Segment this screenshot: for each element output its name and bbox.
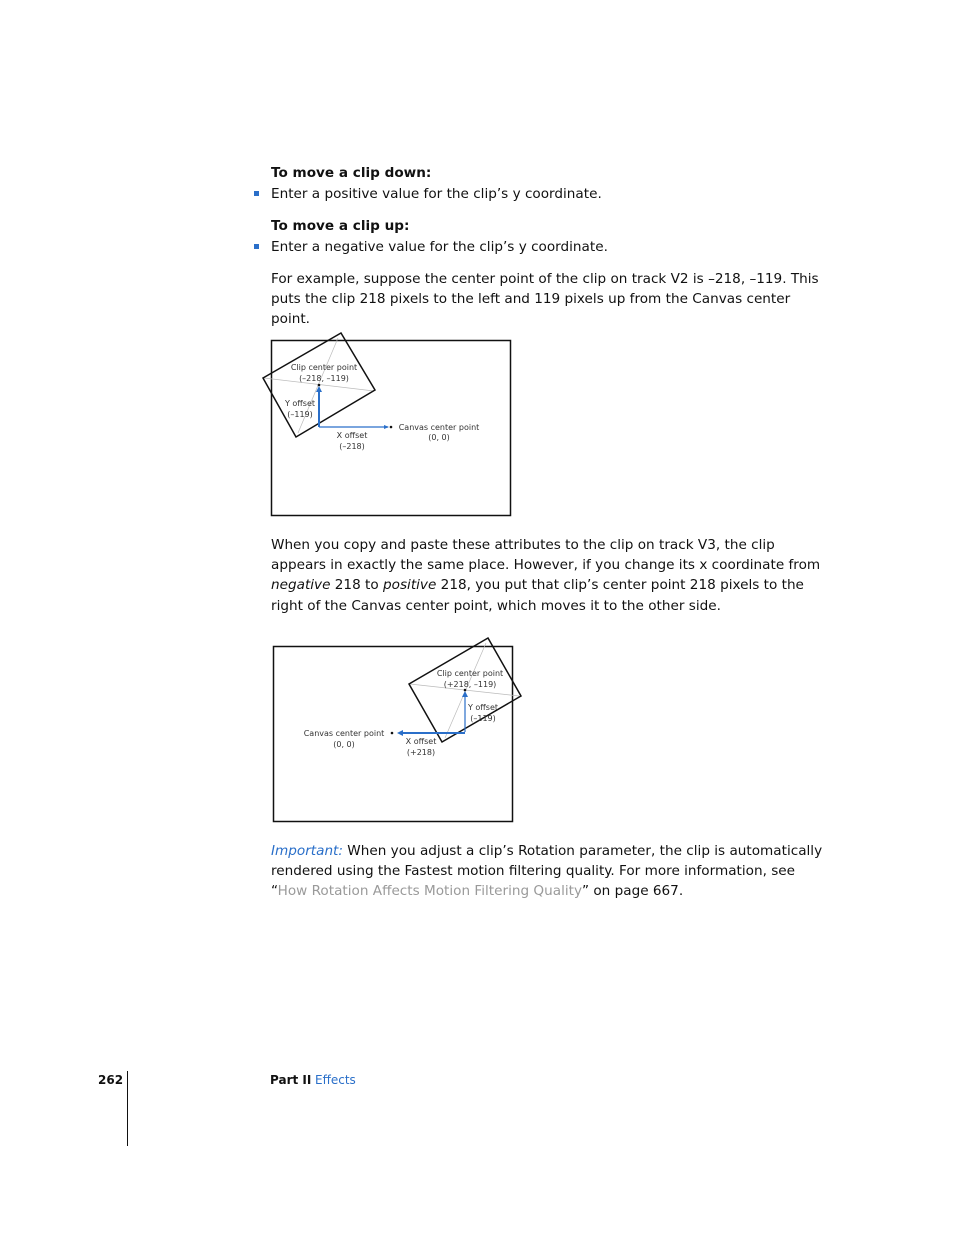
heading-move-down: To move a clip down: xyxy=(271,165,432,181)
cross-reference-link[interactable]: How Rotation Affects Motion Filtering Quality xyxy=(277,883,582,900)
text: When you adjust a clip’s Rotation parameter, the clip is automatically rendered using the Fastest motion filtering quality. For more information, see “ xyxy=(271,843,823,900)
diagram-positive xyxy=(274,638,522,822)
page-number: 262 xyxy=(98,1073,124,1087)
canvas-center-coords: (0, 0) xyxy=(428,433,450,442)
clip-center-coords: (+218, –119) xyxy=(443,680,497,689)
paragraph-copy-paste xyxy=(271,535,831,616)
clip-center-label: Clip center point xyxy=(290,363,358,372)
bullet-text: Enter a negative value for the clip’s y coordinate. xyxy=(271,239,608,255)
y-offset-label: Y offset xyxy=(467,703,499,712)
y-offset-value: (–119) xyxy=(287,410,313,419)
footer-part: Part II xyxy=(270,1073,312,1087)
y-offset-label: Y offset xyxy=(284,399,316,408)
emphasis: positive xyxy=(383,577,437,594)
y-offset-value: (–119) xyxy=(470,714,496,723)
important-label: Important: xyxy=(271,843,343,859)
x-offset-label: X offset xyxy=(336,431,368,440)
bullet-text: Enter a positive value for the clip’s y coordinate. xyxy=(271,186,602,202)
clip-center-coords: (–218, –119) xyxy=(299,374,349,383)
x-offset-value: (+218) xyxy=(406,748,436,757)
text: 218, you put that clip’s center point 218 pixels to the right of the Canvas center point, which moves it to the other side. xyxy=(271,577,804,614)
emphasis: negative xyxy=(271,577,331,594)
x-offset-value: (–218) xyxy=(339,442,365,451)
clip-center-label: Clip center point xyxy=(436,669,504,678)
paragraph-example: For example, suppose the center point of the clip on track V2 is –218, –119. This puts the clip 218 pixels to the left and 119 pixels up from the Canvas center point. xyxy=(271,271,819,328)
text: 218 to xyxy=(330,577,384,594)
canvas-center-label: Canvas center point xyxy=(303,729,385,738)
x-offset-label: X offset xyxy=(405,737,437,746)
canvas-center-label: Canvas center point xyxy=(398,423,480,432)
footer-section-link[interactable]: Effects xyxy=(315,1073,356,1087)
diagram-negative xyxy=(263,333,511,516)
important-note xyxy=(271,841,831,902)
heading-move-up: To move a clip up: xyxy=(271,218,410,234)
text: When you copy and paste these attributes to the clip on track V3, the clip appears in exactly the same place. However, if you change its x coordinate from xyxy=(271,537,821,574)
text: ” on page 667. xyxy=(582,883,684,900)
canvas-center-coords: (0, 0) xyxy=(333,740,355,749)
